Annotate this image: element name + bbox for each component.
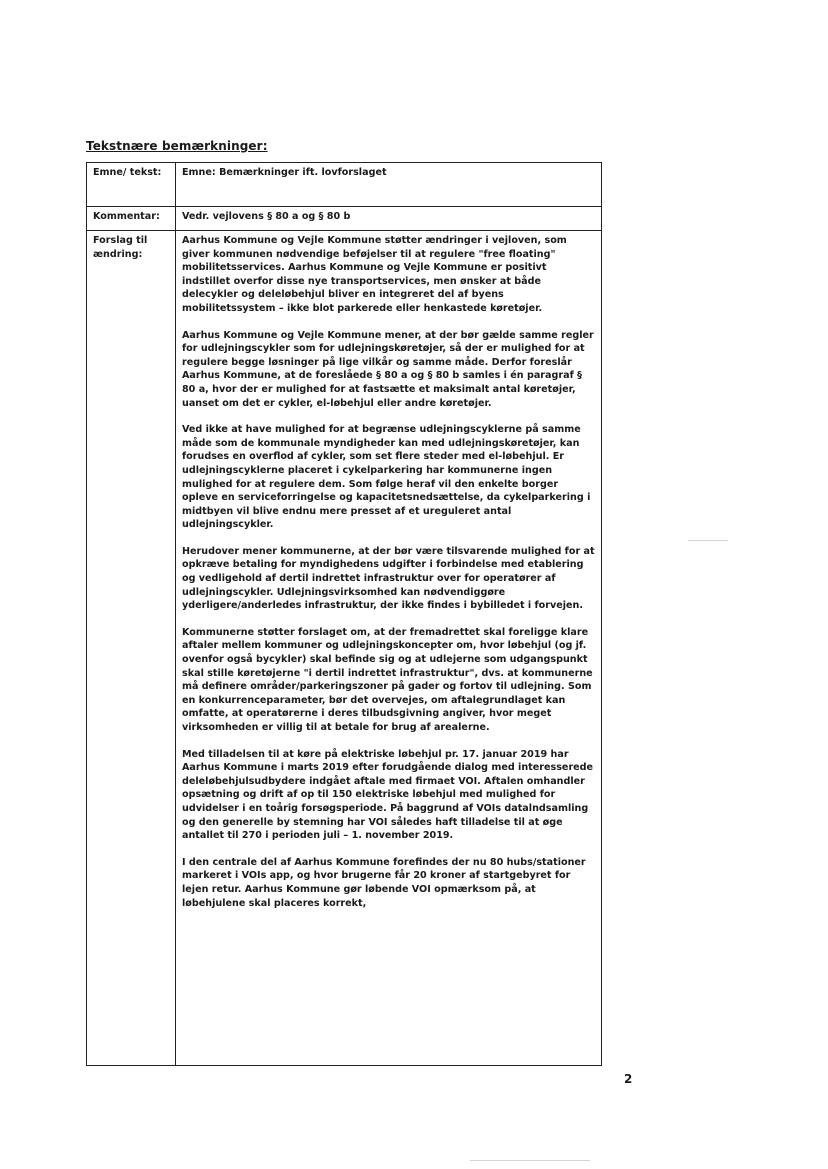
paragraph-6: Med tilladelsen til at køre på elektriske løbehjul pr. 17. januar 2019 har Aarhus Kommune i marts 2019 efter forudgående dialog med interesserede deleløbehjulsudbydere indgået aftale med firmaet VOI. Aftalen omhandler opsætning og drift af op til 150 elektriske løbehjul med mulighed for udvidelser i en toårig forsøgsperiode. På baggrund af VOIs datalndsamling og den generelle by stemning har VOI således haft tilladelse til at øge antallet til 270 i perioden juli – 1. november 2019. (182, 748, 594, 842)
subject-label: Emne/ tekst: (87, 163, 176, 207)
subject-value: Emne: Bemærkninger ift. lovforslaget (176, 163, 602, 207)
paragraph-5: Kommunerne støtter forslaget om, at der fremadrettet skal foreligge klare aftaler mellem kommuner og udlejningskoncepter om, hvor løbehjul (og jf. ovenfor også bycykler) skal befinde sig og at udlejerne som udgangspunkt skal stille køretøjerne "i dertil indrettet infrastruktur", dvs. at kommunerne må definere områder/parkeringszoner på gader og fortov til udlejning. Som en konkurrenceparameter, bør det overvejes, om aftalegrundlaget kan omfatte, at operatørerne i deres tilbudsgivning angiver, hvor meget virksomheden er villig til at betale for brug af arealerne. (182, 626, 593, 733)
paragraph-1: Aarhus Kommune og Vejle Kommune støtter ændringer i vejloven, som giver kommunen nødvendige beføjelser til at regulere "free floating" mobilitetsservices. Aarhus Kommune og Vejle Kommune er positivt indstillet overfor disse nye transportservices, men ønsker at både delecykler og deleløbehjul bliver en integreret del af byens mobilitetssystem – ikke blot parkerede eller henkastede køretøjer. (182, 235, 567, 314)
scan-artifact (688, 540, 728, 541)
paragraph-7: I den centrale del af Aarhus Kommune forefindes der nu 80 hubs/stationer markeret i VOIs app, og hvor brugerne får 20 kroner af startgebyret for lejen retur. Aarhus Kommune gør løbende VOI opmærksom på, at løbehjulene skal placeres korrekt, (182, 856, 586, 909)
comment-label: Kommentar: (87, 207, 176, 231)
proposal-text (176, 231, 602, 1066)
table-row-subject (87, 163, 602, 207)
scan-artifact (470, 1160, 590, 1161)
section-heading: Tekstnære bemærkninger: (86, 139, 268, 153)
remarks-table (86, 162, 602, 1066)
table-row-comment (87, 207, 602, 231)
paragraph-4: Herudover mener kommunerne, at der bør være tilsvarende mulighed for at opkræve betaling for myndighedens udgifter i forbindelse med etablering og vedligehold af dertil indrettet infrastruktur over for operatører af udlejningscykler. Udlejningsvirksomhed kan nødvendiggøre yderligere/anderledes infrastruktur, der ikke findes i bybilledet i forvejen. (182, 545, 595, 612)
comment-value: Vedr. vejlovens § 80 a og § 80 b (176, 207, 602, 231)
page-number: 2 (624, 1072, 633, 1086)
proposal-text-wrap (182, 234, 596, 1061)
paragraph-2: Aarhus Kommune og Vejle Kommune mener, at der bør gælde samme regler for udlejningscykler som for udlejningskøretøjer, så der er mulighed for at regulere begge løsninger på lige vilkår og samme måde. Derfor foreslår Aarhus Kommune, at de foreslåede § 80 a og § 80 b samles i én paragraf § 80 a, hvor der er mulighed for at fastsætte et maksimalt antal køretøjer, uanset om det er cykler, el-løbehjul eller andre køretøjer. (182, 329, 594, 409)
table-row-proposal (87, 231, 602, 1066)
proposal-label: Forslag til ændring: (87, 231, 176, 1066)
paragraph-3: Ved ikke at have mulighed for at begrænse udlejningscyklerne på samme måde som de kommunale myndigheder kan med udlejningskøretøjer, kan forudses en overflod af cykler, som set flere steder med el-løbehjul. Er udlejningscyklerne placeret i cykelparkering har kommunerne ingen mulighed for at regulere dem. Som følge heraf vil den enkelte borger opleve en serviceforringelse og kapacitetsnedsættelse, da cykelparkering i midtbyen vil blive endnu mere presset af et ureguleret antal udlejningscykler. (182, 424, 591, 531)
